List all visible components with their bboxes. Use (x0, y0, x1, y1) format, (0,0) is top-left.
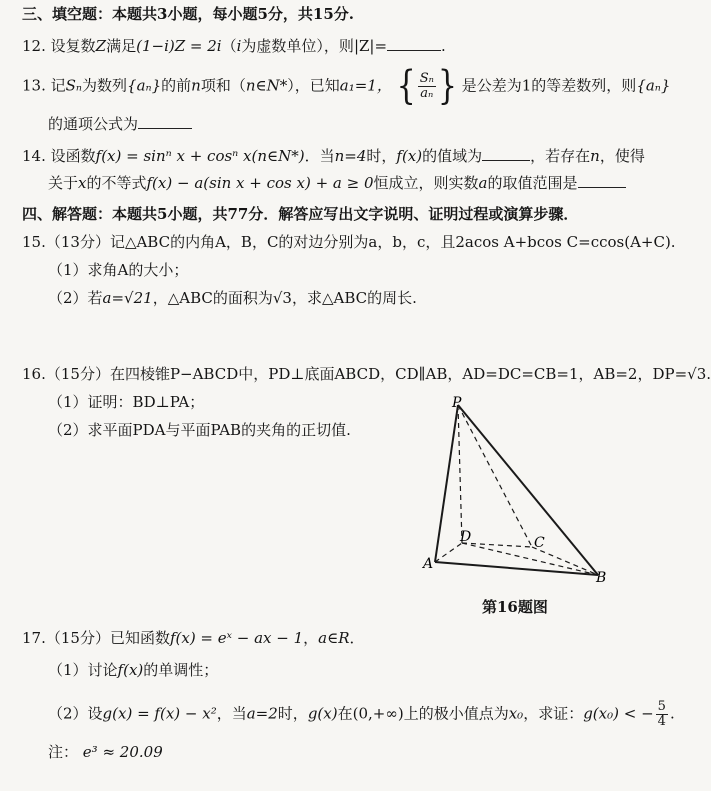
q12-number: 12. (22, 37, 46, 55)
answer-blank[interactable] (578, 173, 626, 188)
question-14: 14. 设函数f(x) = sinⁿ x + cosⁿ x(n∈N*)．当n=4时，f(x)的值域为 ，若存在n，使得 (22, 147, 645, 165)
question-17-part-2: （2）设g(x) = f(x) − x²，当a=2时，g(x)在(0,+∞)上的极小值点为x₀，求证：g(x₀) < − $\frac{5}{4}$ . (48, 699, 675, 729)
label-D: D (460, 529, 472, 545)
question-17-part-1: （1）讨论f(x)的单调性； (48, 661, 219, 679)
label-A: A (423, 556, 434, 572)
question-17: 17.（15分）已知函数f(x) = eˣ − ax − 1，a∈R． (22, 629, 365, 647)
question-15-part-2: （2）若a=√21，△ABC的面积为√3，求△ABC的周长. (48, 289, 417, 307)
edge-AD (435, 543, 462, 562)
answer-blank[interactable] (387, 36, 441, 51)
label-P: P (452, 395, 462, 411)
q13-number: 13. (22, 76, 46, 95)
question-15: 15.（13分）记△ABC的内角A，B，C的对边分别为a，b，c，且2acos A+bcos C=ccos(A+C). (22, 233, 676, 251)
edge-PD (458, 405, 462, 543)
edge-PA (435, 405, 458, 562)
edge-PB (458, 405, 598, 575)
question-16: 16.（15分）在四棱锥P−ABCD中，PD⊥底面ABCD，CD∥AB，AD=DC=CB=1，AB=2，DP=√3. (22, 365, 711, 383)
question-15-part-1: （1）求角A的大小； (48, 261, 189, 279)
question-16-part-1: （1）证明：BD⊥PA； (48, 393, 205, 411)
pyramid-figure (420, 395, 620, 590)
edge-AB (435, 562, 598, 575)
q14-number: 14. (22, 147, 46, 165)
fraction-5-4: $\frac{5}{4}$ (657, 699, 666, 729)
figure-caption: 第16题图 (482, 598, 548, 616)
note: 注： e³ ≈ 20.09 (48, 743, 163, 761)
label-C: C (534, 535, 545, 551)
section-3-title: 三、填空题：本题共3小题，每小题5分，共15分. (22, 5, 354, 23)
label-B: B (596, 570, 607, 586)
answer-blank[interactable] (482, 146, 530, 161)
answer-blank[interactable] (138, 114, 192, 129)
fraction-sn-an: $\frac{\text{Sₙ}}{\text{aₙ}}$ (419, 71, 434, 101)
question-12: 12. 设复数Z满足(1−i)Z = 2i（i为虚数单位），则|Z|= . (22, 37, 446, 55)
question-14-cont: 关于x的不等式f(x) − a(sin x + cos x) + a ≥ 0恒成立，则实数a的取值范围是 (48, 173, 626, 193)
section-4-title: 四、解答题：本题共5小题，共77分．解答应写出文字说明、证明过程或演算步骤． (22, 205, 579, 223)
question-13-cont: 的通项公式为 (48, 114, 192, 134)
question-16-part-2: （2）求平面PDA与平面PAB的夹角的正切值. (48, 421, 351, 439)
edge-PC (458, 405, 532, 547)
question-13: 13. 记Sₙ为数列{aₙ}的前n项和（n∈N*），已知a₁=1， { $\frac{\text{Sₙ}}{\text{aₙ}}$ } 是公差为1的等差数列，则{aₙ} (22, 63, 671, 109)
